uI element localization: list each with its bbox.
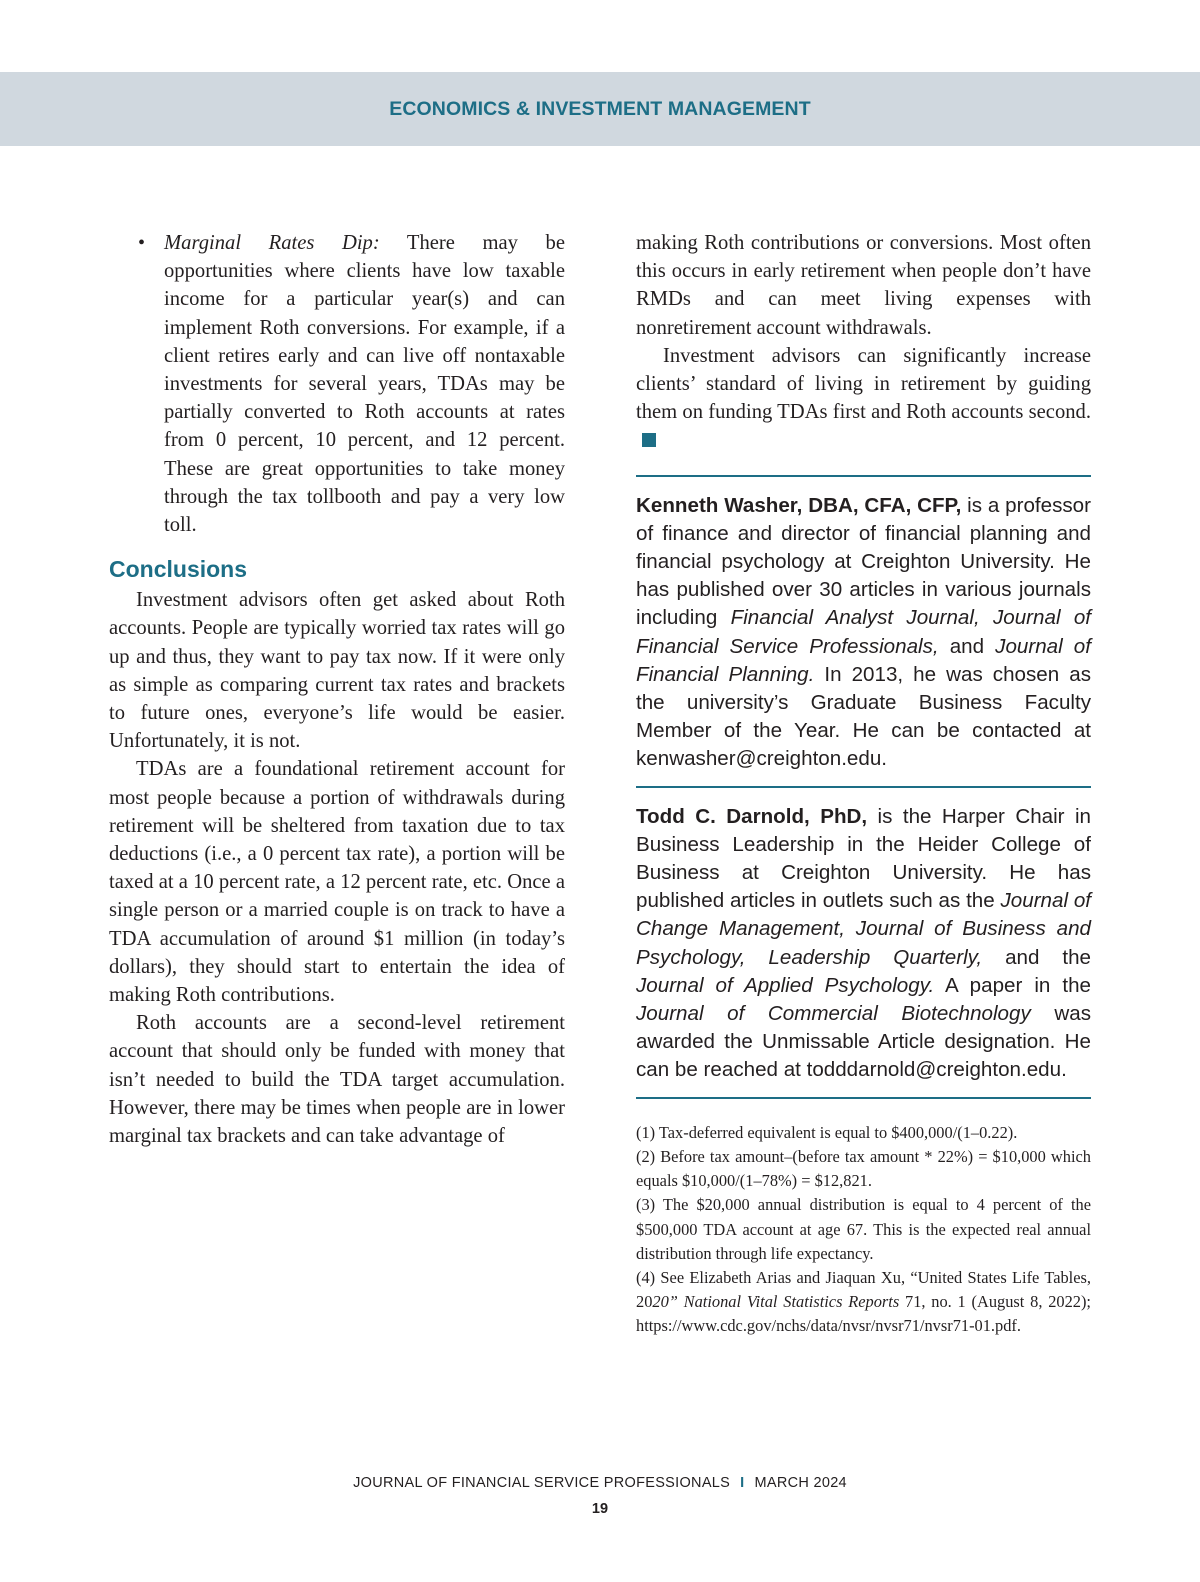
continuation-paragraph: making Roth contributions or conversions. Most often this occurs in early retirement when people don’t have RMDs and can meet living expenses with nonretirement account withdrawals.: [636, 232, 1091, 339]
endnote: (3) The $20,000 annual distribution is equal to 4 percent of the $500,000 TDA account at age 67. This is the expected real annual distribution through life expectancy.: [636, 1195, 1091, 1263]
divider: [636, 786, 1091, 788]
end-mark-icon: [642, 433, 656, 447]
journal-name: JOURNAL OF FINANCIAL SERVICE PROFESSIONALS: [353, 1475, 731, 1491]
closing-paragraph: [636, 342, 1091, 455]
closing-text: Investment advisors can significantly increase clients’ standard of living in retirement by guiding them on funding TDAs first and Roth accounts second.: [636, 344, 1091, 424]
section-title: ECONOMICS & INVESTMENT MANAGEMENT: [389, 98, 811, 120]
endnote: (1) Tax-deferred equivalent is equal to $400,000/(1–0.22).: [636, 1122, 1018, 1142]
author-bio: Todd C. Darnold, PhD, is the Harper Chair in Business Leadership in the Heider College of Business at Creighton University. He has published articles in outlets such as the Journal of Change Management, Journal of Business and Psychology, Leadership Quarterly, and the Journal of Applied Psychology. A paper in the Journal of Commercial Biotechnology was awarded the Unmissable Article designation. He can be reached at todddarnold@creighton.edu.: [636, 804, 1092, 1082]
divider: [636, 1097, 1091, 1099]
page-number: 19: [591, 1501, 609, 1517]
divider: [636, 475, 1091, 477]
endnotes: [636, 1121, 1091, 1339]
bullet-lead: Marginal Rates Dip:: [164, 232, 380, 254]
section-heading: Conclusions: [109, 556, 248, 583]
footer-separator: I: [740, 1475, 745, 1491]
author-bio: Kenneth Washer, DBA, CFA, CFP, is a professor of finance and director of financial planning and financial psychology at Creighton University. He has published over 30 articles in various journals including Financial Analyst Journal, Journal of Financial Service Professionals, and Journal of Financial Planning. In 2013, he was chosen as the university’s Graduate Business Faculty Member of the Year. He can be contacted at kenwasher@creighton.edu.: [636, 493, 1091, 771]
bullet-text: There may be opportunities where clients have low taxable income for a particular year(s) and can implement Roth conversions. For example, if a client retires early and can live off nontaxable investments for several years, TDAs may be partially converted to Roth accounts at rates from 0 percent, 10 percent, and 12 percent. These are great opportunities to take money through the tax tollbooth and pay a very low toll.: [164, 232, 565, 537]
bullet-dot-icon: •: [138, 232, 146, 254]
footer-journal: [0, 1475, 1200, 1491]
author-name: Todd C. Darnold, PhD,: [636, 804, 868, 828]
body-paragraph: Investment advisors often get asked about Roth accounts. People are typically worried tax rates will go up and thus, they want to pay tax now. If it were only as simple as comparing current tax rates and brackets to future ones, everyone’s life would be easier. Unfortunately, it is not.: [109, 589, 565, 753]
author-name: Kenneth Washer, DBA, CFA, CFP,: [636, 493, 962, 517]
endnote: (2) Before tax amount–(before tax amount * 22%) = $10,000 which equals $10,000/(1–78%) = $12,821.: [636, 1146, 1091, 1191]
body-paragraph: Roth accounts are a second-level retirement account that should only be funded with money that isn’t needed to build the TDA target accumulation. However, there may be times when people are in lower marginal tax brackets and can take advantage of: [109, 1012, 565, 1148]
issue-date: MARCH 2024: [754, 1475, 847, 1491]
endnote: (4) See Elizabeth Arias and Jiaquan Xu, “United States Life Tables, 2020” National Vital Statistics Reports 71, no. 1 (August 8, 2022); https://www.cdc.gov/nchs/data/nvsr/nvsr71/nvsr71-01.pdf.: [636, 1267, 1091, 1336]
bullet-item: [109, 229, 565, 539]
left-column: [109, 229, 565, 1150]
right-column: [636, 229, 1091, 1339]
body-paragraph: TDAs are a foundational retirement account for most people because a portion of withdrawals during retirement will be sheltered from taxation due to tax deductions (i.e., a 0 percent tax rate), a portion will be taxed at a 10 percent rate, a 12 percent rate, etc. Once a single person or a married couple is on track to have a TDA accumulation of around $1 million (in today’s dollars), they should start to entertain the idea of making Roth contributions.: [109, 758, 565, 1007]
